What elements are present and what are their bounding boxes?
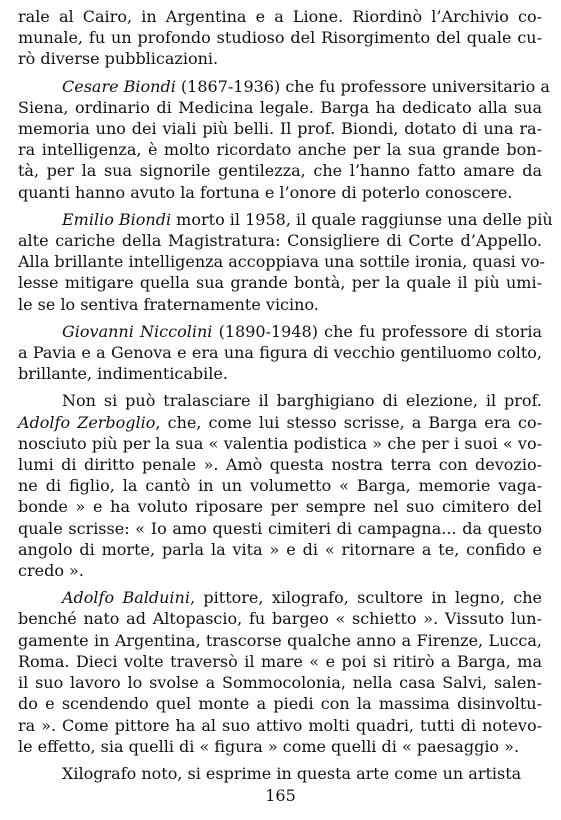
text-run: benché nato ad Altopascio, fu bargeo « schietto ». Vissuto lun- [18,609,542,629]
text-line [18,693,542,714]
text-run: ra ». Come pittore ha al suo attivo molti quadri, tutti di notevo- [18,715,542,735]
text-line [18,630,542,651]
body-text [18,6,553,790]
paragraph [18,763,542,784]
text-line [18,475,542,496]
text-run: (1867-1936) che fu professore universitario a [175,76,550,96]
text-run: memoria uno dei viali più belli. Il prof. Biondi, dotato di una ra- [18,119,542,139]
page-number: 165 [265,786,296,805]
text-line [18,76,550,97]
text-run: bonde » e ha voluto riposare per sempre nel suo cimitero del [18,497,542,517]
text-line [18,390,542,411]
paragraph [18,76,550,203]
text-line [18,139,542,160]
text-run: Roma. Dieci volte traversò il mare « e poi si ritirò a Barga, ma [18,651,542,671]
text-line [18,251,545,272]
text-run: do e scendendo quel monte a piedi con la massima disinvoltu- [18,694,542,714]
paragraph [18,587,542,757]
text-run: credo ». [18,561,84,581]
italic-name: Cesare Biondi [62,76,176,96]
italic-name: Adolfo Balduini [62,588,190,608]
text-line [18,230,542,251]
text-run: lesse mitigare quella sua grande bontà, per la quale il più umi- [18,273,542,293]
text-line [18,6,542,27]
text-run: , che, come lui stesso scrisse, a Barga era co- [155,412,543,432]
text-line [18,587,542,608]
text-run: quanti hanno avuto la fortuna e l’onore di poterlo conoscere. [18,182,513,202]
text-line [18,160,542,181]
text-run: Non si può tralasciare il barghigiano di elezione, il prof. [62,391,542,411]
paragraph [18,321,542,385]
text-run: gamente in Argentina, trascorse qualche anno a Firenze, Lucca, [18,630,542,650]
text-line [18,209,553,230]
paragraph [18,209,553,315]
text-run: il suo lavoro lo svolse a Sommocolonia, nella casa Salvi, salen- [18,673,542,693]
text-run: nosciuto più per la sua « valentia podistica » che per i suoi « vo- [18,433,542,453]
text-run: Siena, ordinario di Medicina legale. Barga ha dedicato alla sua [18,97,542,117]
text-run: rale al Cairo, in Argentina e a Lione. Riordinò l’Archivio co- [18,7,542,26]
text-run: alte cariche della Magistratura: Consigliere di Corte d’Appello. [18,231,542,251]
text-line [18,48,542,69]
text-line [18,715,542,736]
paragraph [18,6,542,70]
text-run: Xilografo noto, si esprime in questa arte come un artista [62,763,522,783]
text-run: quale scrisse: « Io amo questi cimiteri di campagna... da questo [18,518,542,538]
text-run: (1890-1948) che fu professore di storia [212,321,543,341]
text-run: brillante, indimenticabile. [18,364,228,384]
text-run: a Pavia e a Genova e era una figura di vecchio gentiluomo colto, [18,343,542,363]
text-run: rò diverse pubblicazioni. [18,49,219,69]
text-line [18,736,542,757]
italic-name: Giovanni Niccolini [62,321,213,341]
text-line [18,321,542,342]
text-line [18,294,542,315]
text-line [18,342,542,363]
text-run: angolo di morte, parla la vita » e di « ritornare a te, confido e [18,539,542,559]
text-run: le se lo sentiva fraternamente vicino. [18,294,319,314]
italic-name: Emilio Biondi [62,209,172,229]
text-line [18,272,542,293]
text-line [18,651,542,672]
text-line [18,363,542,384]
text-line [18,539,542,560]
text-line [18,118,542,139]
text-run: ra intelligenza, è molto ricordato anche per la sua grande bon- [18,140,542,160]
text-line [18,182,542,203]
text-line [18,412,542,433]
text-line [18,496,542,517]
italic-name: Adolfo Zerboglio [18,412,156,432]
text-line [18,433,542,454]
text-line [18,560,542,581]
text-line [18,454,542,475]
text-line [18,608,542,629]
text-run: tà, per la sua signorile gentilezza, che l’hanno fatto amare da [18,161,542,181]
text-line [18,672,542,693]
paragraph [18,390,542,581]
text-line [18,27,542,48]
text-run: ne di figlio, la cantò in un volumetto « Barga, memorie vaga- [18,476,542,496]
text-run: , pittore, xilografo, scultore in legno, che [189,588,543,608]
text-line [18,763,542,784]
text-run: morto il 1958, il quale raggiunse una delle più [171,209,553,229]
text-run: le effetto, sia quelli di « figura » come quelli di « paesaggio ». [18,736,520,756]
text-run: lumi di diritto penale ». Amò questa nostra terra con devozio- [18,455,542,475]
text-run: Alla brillante intelligenza accoppiava una sottile ironia, quasi vo- [18,252,545,272]
text-run: munale, fu un profondo studioso del Risorgimento del quale cu- [18,28,542,48]
text-line [18,97,542,118]
text-line [18,518,542,539]
